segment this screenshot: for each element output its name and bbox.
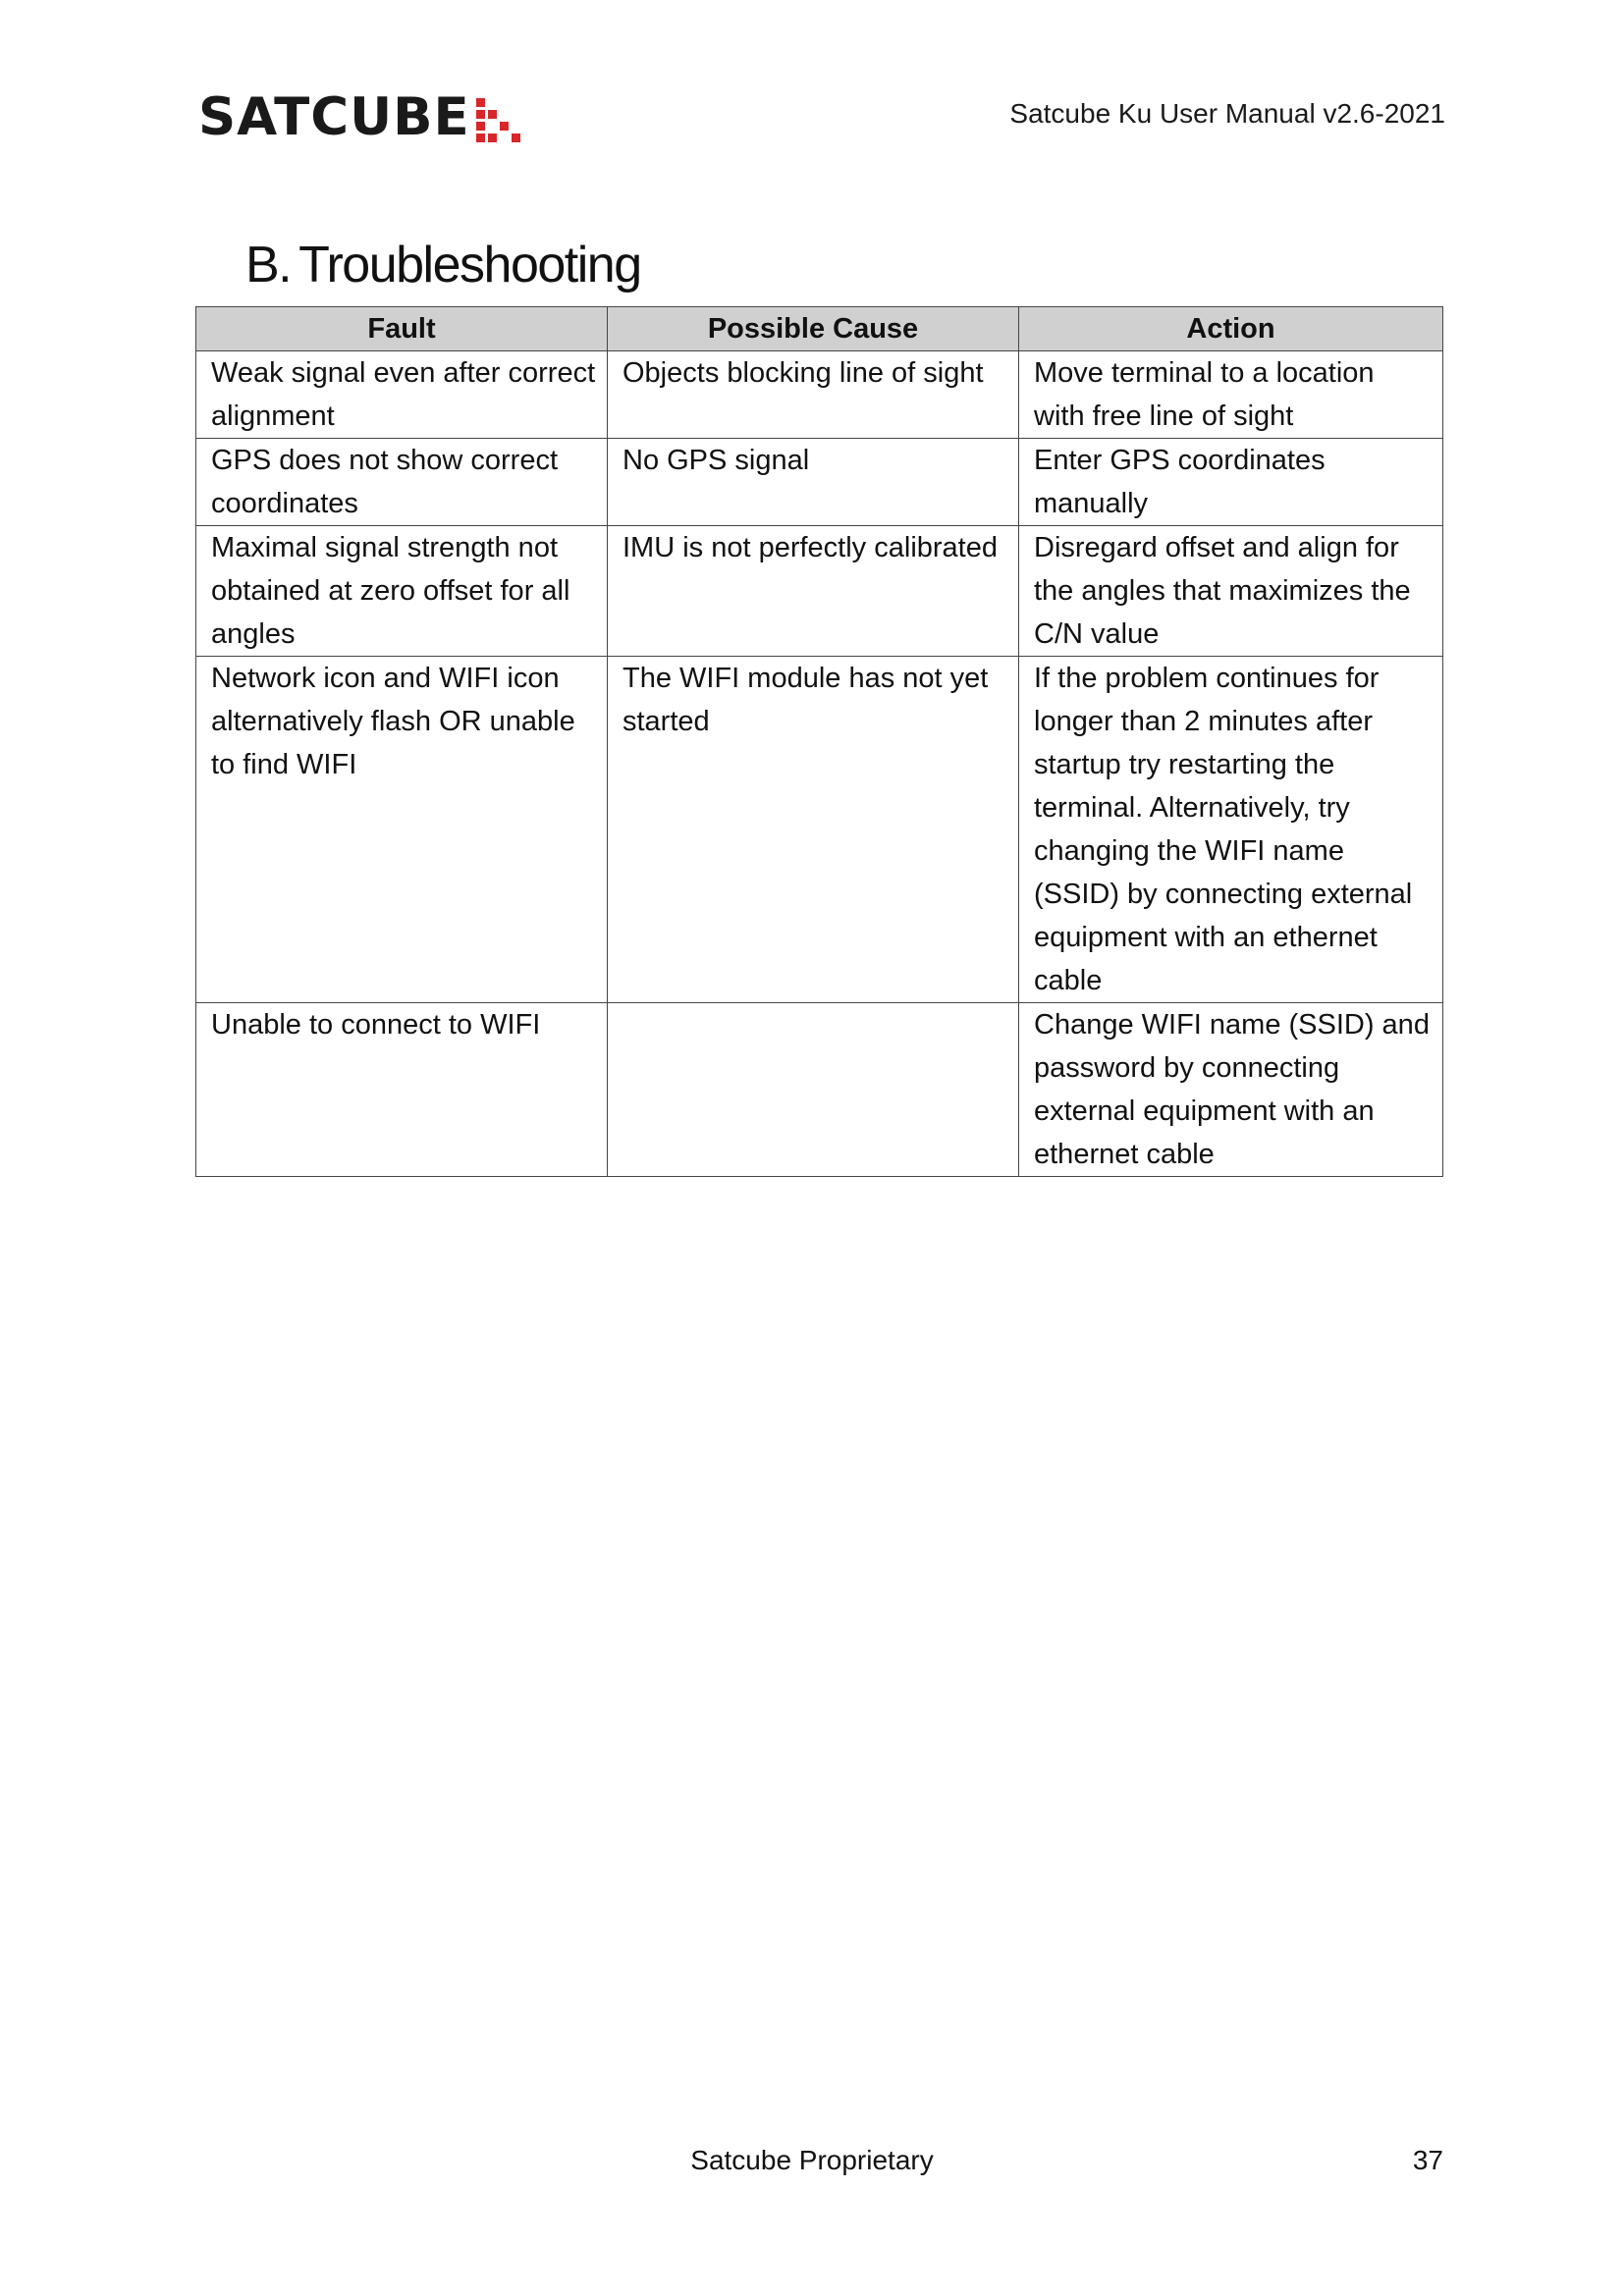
fault-cell: Weak signal even after correct alignment (196, 351, 608, 439)
cause-cell: Objects blocking line of sight (608, 351, 1019, 439)
action-cell: Move terminal to a location with free line of sight (1019, 351, 1443, 439)
logo-wordmark: SATCUBE (198, 87, 470, 147)
satcube-logo (198, 88, 521, 147)
cause-cell (608, 1003, 1019, 1177)
footer-proprietary-notice: Satcube Proprietary (690, 2145, 934, 2175)
troubleshooting-table (195, 306, 1443, 1177)
fault-cell: GPS does not show correct coordinates (196, 439, 608, 526)
action-cell: Enter GPS coordinates manually (1019, 439, 1443, 526)
page-number: 37 (1412, 2145, 1443, 2175)
fault-cell: Maximal signal strength not obtained at zero offset for all angles (196, 526, 608, 657)
cause-cell: IMU is not perfectly calibrated (608, 526, 1019, 657)
cause-cell: The WIFI module has not yet started (608, 657, 1019, 1003)
logo-dots-icon (476, 98, 521, 143)
table-row (196, 1003, 1443, 1177)
action-cell: Change WIFI name (SSID) and password by connecting external equipment with an ethernet cable (1019, 1003, 1443, 1177)
section-heading (245, 236, 641, 294)
column-header-action: Action (1019, 307, 1443, 351)
action-cell: If the problem continues for longer than 2 minutes after startup try restarting the terminal. Alternatively, try changing the WIFI name (SSID) by connecting external equipment with an ethernet cable (1019, 657, 1443, 1003)
fault-cell: Network icon and WIFI icon alternatively flash OR unable to find WIFI (196, 657, 608, 1003)
table-row (196, 439, 1443, 526)
table-row (196, 351, 1443, 439)
section-title: Troubleshooting (298, 237, 641, 294)
cause-cell: No GPS signal (608, 439, 1019, 526)
table-row (196, 526, 1443, 657)
action-cell: Disregard offset and align for the angles that maximizes the C/N value (1019, 526, 1443, 657)
section-number: B. (245, 237, 292, 294)
column-header-possible-cause: Possible Cause (608, 307, 1019, 351)
table-header-row (196, 307, 1443, 351)
table-row (196, 657, 1443, 1003)
column-header-fault: Fault (196, 307, 608, 351)
fault-cell: Unable to connect to WIFI (196, 1003, 608, 1177)
document-title: Satcube Ku User Manual v2.6-2021 (1009, 98, 1445, 129)
